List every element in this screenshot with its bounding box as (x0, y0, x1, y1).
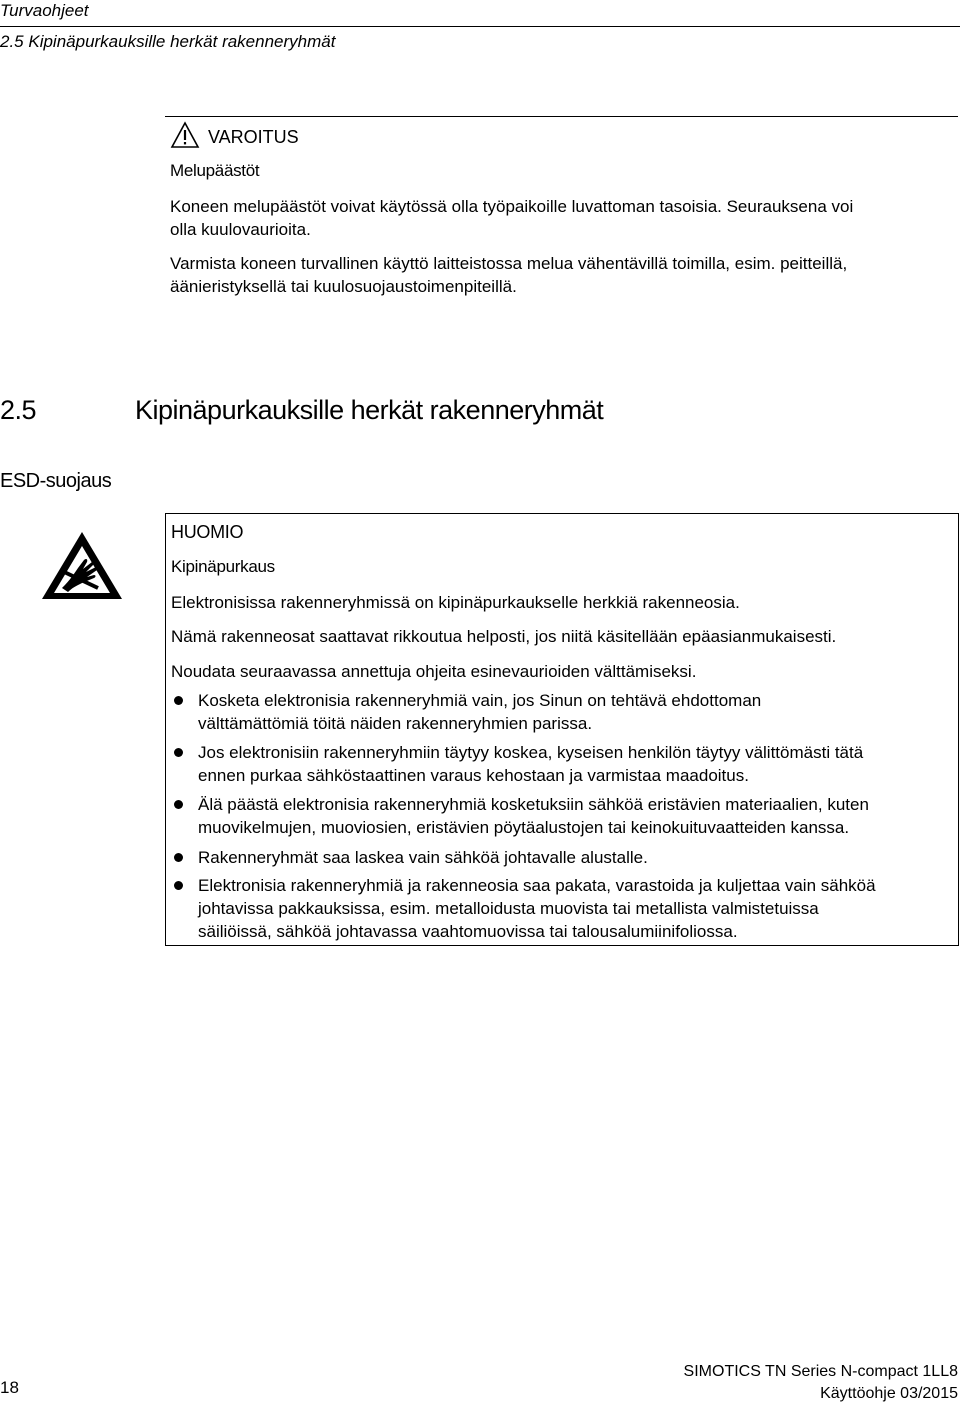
bullet-dot (174, 748, 183, 757)
footer-product: SIMOTICS TN Series N-compact 1LL8 (683, 1363, 958, 1380)
warning-label-row (170, 121, 299, 154)
list-item-line: ennen purkaa sähköstaattinen varaus kehostaan ja varmistaa maadoitus. (198, 766, 749, 785)
chapter-header: Turvaohjeet (0, 1, 89, 20)
list-item-line: Rakenneryhmät saa laskea vain sähköä johtavalle alustalle. (198, 848, 648, 867)
list-item-line: Jos elektronisiin rakenneryhmiin täytyy koskea, kyseisen henkilön täytyy välittömästi tätä (198, 743, 864, 762)
footer-doc-info (684, 1361, 958, 1405)
list-item-text (198, 741, 953, 787)
list-item-line: Kosketa elektronisia rakenneryhmiä vain, jos Sinun on tehtävä ehdottoman (198, 691, 762, 710)
list-item-line: välttämättömiä töitä näiden rakenneryhmien parissa. (198, 714, 593, 733)
list-item-text (198, 874, 953, 943)
warning-triangle-icon (170, 121, 208, 154)
notice-line-3: Noudata seuraavassa annettuja ohjeita esinevaurioiden välttämiseksi. (171, 662, 697, 681)
warning-paragraph-1-line-2: olla kuulovaurioita. (170, 220, 311, 239)
notice-title: Kipinäpurkaus (171, 557, 275, 576)
header-rule (0, 26, 960, 27)
bullet-dot (174, 800, 183, 809)
list-item-text (198, 793, 953, 839)
warning-paragraph-1 (170, 195, 955, 241)
section-title: Kipinäpurkauksille herkät rakenneryhmät (135, 395, 604, 425)
page-number: 18 (0, 1378, 19, 1397)
esd-subheading: ESD-suojaus (0, 470, 112, 492)
warning-box (165, 116, 958, 305)
warning-paragraph-2-line-2: äänieristyksellä tai kuulosuojaustoimenpiteillä. (170, 277, 517, 296)
notice-box (165, 513, 959, 946)
list-item-line: muovikelmujen, muoviosien, eristävien pöytäalustojen tai keinokuituvaatteiden kanssa. (198, 818, 850, 837)
bullet-dot (174, 696, 183, 705)
esd-warning-icon (40, 530, 124, 607)
list-item-line: johtavissa pakkauksissa, esim. metalloidusta muovista tai metallista valmistetuissa (198, 899, 819, 918)
list-item-text (198, 846, 953, 869)
bullet-dot (174, 853, 183, 862)
list-item-text (198, 689, 953, 735)
list-item-line: säiliöissä, sähköä johtavassa vaahtomuovissa tai talousalumiinifoliossa. (198, 922, 738, 941)
warning-label: VAROITUS (208, 127, 299, 147)
warning-paragraph-2 (170, 252, 955, 298)
warning-title: Melupäästöt (170, 161, 260, 180)
notice-line-2: Nämä rakenneosat saattavat rikkoutua helposti, jos niitä käsitellään epäasianmukaisesti. (171, 627, 837, 646)
list-item-line: Älä päästä elektronisia rakenneryhmiä kosketuksiin sähköä eristävien materiaalien, kuten (198, 795, 869, 814)
section-header: 2.5 Kipinäpurkauksille herkät rakenneryhmät (0, 32, 336, 51)
bullet-dot (174, 881, 183, 890)
notice-label: HUOMIO (171, 522, 244, 542)
list-item-line: Elektronisia rakenneryhmiä ja rakenneosia saa pakata, varastoida ja kuljettaa vain sähköä (198, 876, 876, 895)
warning-paragraph-1-line-1: Koneen melupäästöt voivat käytössä olla työpaikoille luvattoman tasoisia. Seurauksena voi (170, 197, 854, 216)
warning-paragraph-2-line-1: Varmista koneen turvallinen käyttö laitteistossa melua vähentävillä toimilla, esim. peitteillä, (170, 254, 848, 273)
section-heading (0, 392, 603, 428)
section-number: 2.5 (0, 395, 37, 425)
footer-doc: Käyttöohje 03/2015 (820, 1385, 958, 1402)
notice-line-1: Elektronisissa rakenneryhmissä on kipinäpurkaukselle herkkiä rakenneosia. (171, 593, 740, 612)
